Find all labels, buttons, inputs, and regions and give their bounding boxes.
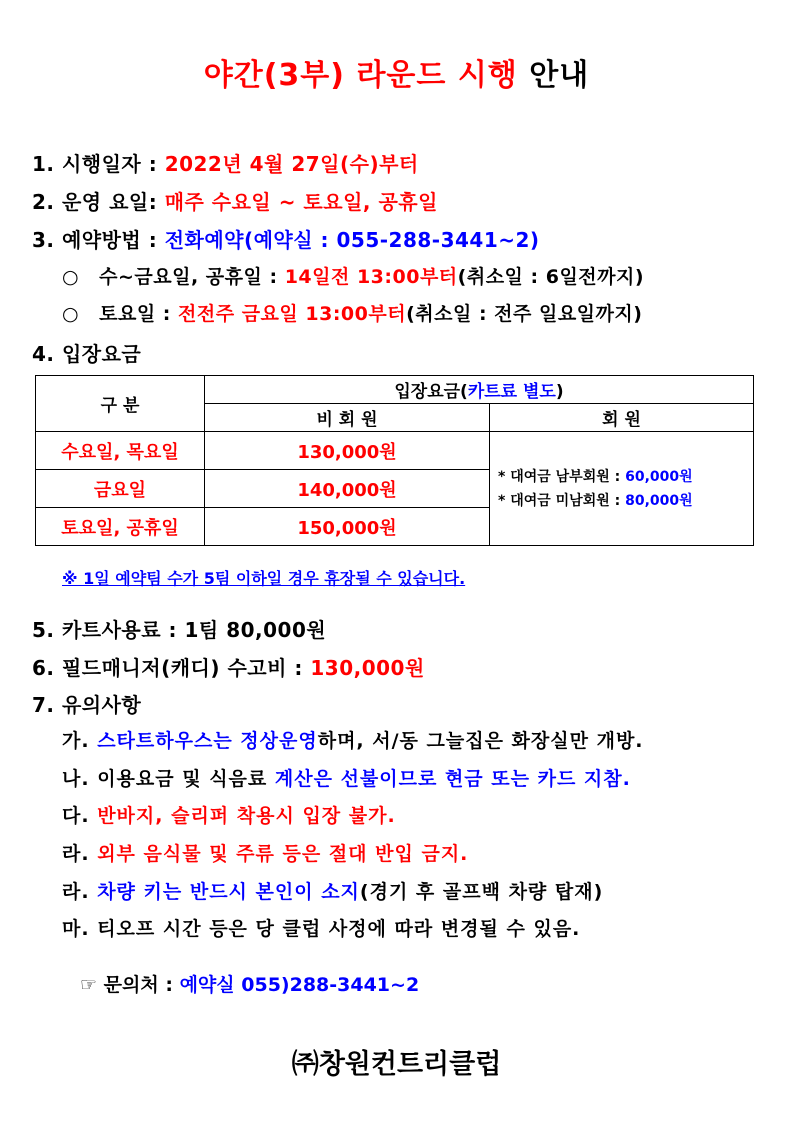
closure-notice: ※ 1일 예약팀 수가 5팀 이하일 경우 휴장될 수 있습니다. [62,569,466,588]
section-6-caddie-fee [32,652,425,681]
reservation-weekday-label: 수~금요일, 공휴일 : [99,266,278,288]
section-3-reservation [32,224,540,253]
fee-header-cart-note: 카트료 별도 [467,382,556,402]
section-6-value: 130,000원 [310,656,425,680]
list-item-prefix: 나. [62,768,90,790]
reservation-weekday [62,262,644,289]
fee-header-admission [205,376,754,404]
list-item-text: 이용요금 및 식음료 [97,768,268,790]
section-1-date [32,148,419,177]
list-item-highlight: 반바지, 슬리퍼 착용시 입장 불가. [97,805,396,827]
fee-day: 수요일, 목요일 [36,432,205,470]
reservation-saturday-value: 전전주 금요일 13:00부터 [178,303,407,325]
reservation-weekday-value: 14일전 13:00부터 [284,266,458,288]
fee-header-prefix: 입장요금( [394,382,468,402]
list-item-highlight: 계산은 선불이므로 현금 또는 카드 지참. [274,768,631,790]
fee-header-member: 회 원 [490,404,754,432]
circle-bullet-icon: ○ [62,303,80,325]
list-item-prefix: 가. [62,730,90,752]
reservation-saturday-label: 토요일 : [99,303,171,325]
reservation-weekday-note: (취소일 : 6일전까지) [457,266,645,288]
member-fee-label: * 대여금 남부회원 : [498,468,621,485]
list-item [62,726,644,753]
section-7-notes: 7. 유의사항 [32,693,142,717]
circle-bullet-icon: ○ [62,266,80,288]
list-item [62,801,396,828]
page-title [0,50,793,94]
pointing-hand-icon: ☞ [80,974,98,996]
list-item [62,764,631,791]
fee-day: 토요일, 공휴일 [36,508,205,546]
list-item-prefix: 다. [62,805,90,827]
list-item-prefix: 라. [62,843,90,865]
section-1-value: 2022년 4월 27일(수)부터 [164,152,419,176]
section-3-value: 전화예약(예약실 : 055-288-3441~2) [164,228,540,252]
fee-price: 150,000원 [205,508,490,546]
member-fee-label: * 대여금 미남회원 : [498,492,621,509]
section-3-label: 3. 예약방법 : [32,228,158,252]
reservation-saturday [62,299,642,326]
list-item-text: 하며, 서/동 그늘집은 화장실만 개방. [317,730,644,752]
list-item-prefix: 라. [62,881,90,903]
member-fee-value: 60,000원 [625,468,693,485]
list-item-text: 티오프 시간 등은 당 클럽 사정에 따라 변경될 수 있음. [97,918,581,940]
section-2-days [32,186,438,215]
list-item-text: (경기 후 골프백 차량 탑재) [359,881,604,903]
list-item [62,839,468,866]
list-item-prefix: 마. [62,918,90,940]
fee-price: 140,000원 [205,470,490,508]
member-fee-line [498,489,753,513]
contact-info [80,970,419,997]
fee-header-category: 구 분 [36,376,205,432]
section-1-label: 1. 시행일자 : [32,152,158,176]
member-fee-value: 80,000원 [625,492,693,509]
section-6-label: 6. 필드매니저(캐디) 수고비 : [32,656,303,680]
list-item-highlight: 외부 음식물 및 주류 등은 절대 반입 금지. [97,843,469,865]
list-item [62,914,580,941]
fee-price: 130,000원 [205,432,490,470]
member-fee-cell [490,432,754,546]
table-row [36,432,754,470]
reservation-saturday-note: (취소일 : 전주 일요일까지) [406,303,643,325]
section-2-value: 매주 수요일 ~ 토요일, 공휴일 [164,190,438,214]
title-suffix: 안내 [529,58,590,93]
fee-header-suffix: ) [555,382,564,402]
list-item [62,877,603,904]
company-name: ㈜창원컨트리클럽 [291,1049,502,1080]
fee-table [35,375,754,546]
fee-day: 금요일 [36,470,205,508]
section-4-fees: 4. 입장요금 [32,342,142,366]
list-item-highlight: 차량 키는 반드시 본인이 소지 [97,881,360,903]
list-item-highlight: 스타트하우스는 정상운영 [97,730,318,752]
contact-label: 문의처 : [103,974,173,996]
contact-phone: 예약실 055)288-3441~2 [179,974,420,996]
section-2-label: 2. 운영 요일: [32,190,158,214]
fee-header-nonmember: 비 회 원 [205,404,490,432]
member-fee-line [498,465,753,489]
section-5-cart-fee: 5. 카트사용료 : 1팀 80,000원 [32,618,327,642]
title-main: 야간(3부) 라운드 시행 [203,58,518,93]
